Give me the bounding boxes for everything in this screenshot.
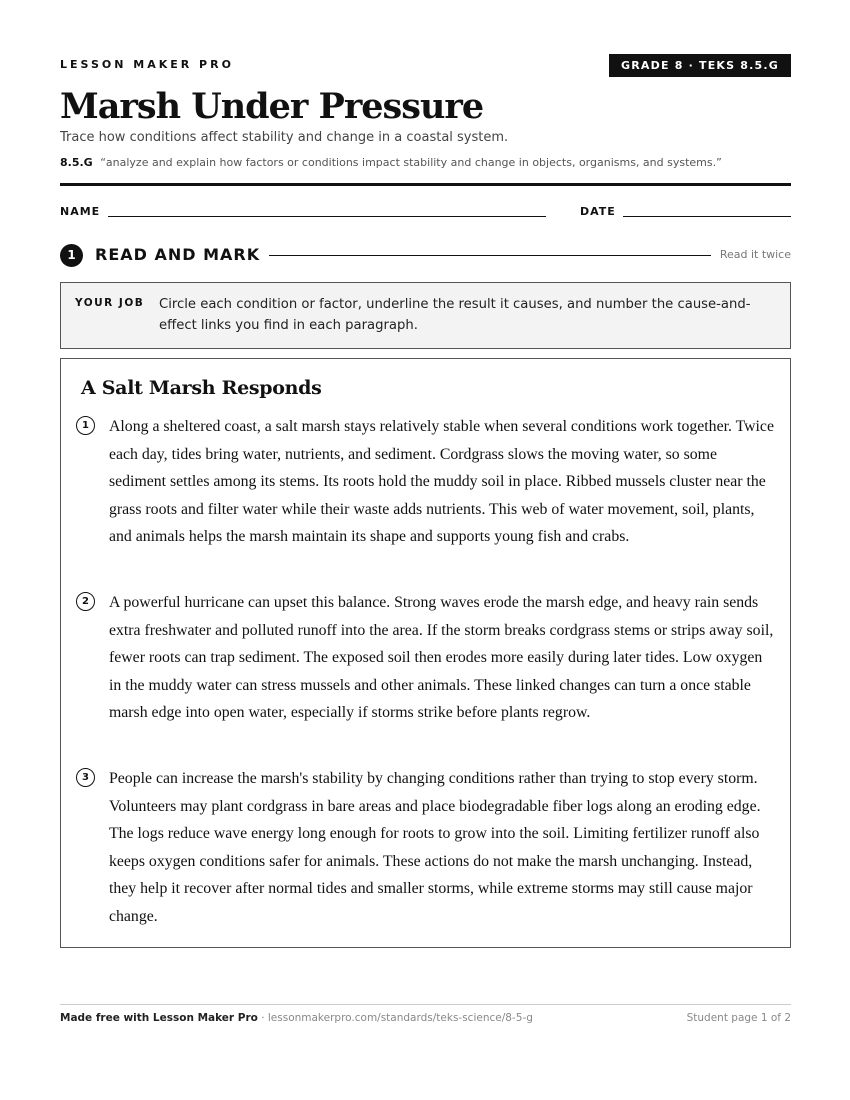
paragraph: People can increase the marsh's stability by changing conditions rather than trying to stop every storm. Volunteers may plant cordgrass in bare areas and place biodegradable fiber logs along an eroding edge. The logs reduce wave energy long enough for roots to grow into the soil. Limiting fertilizer runoff also keeps oxygen conditions safer for animals. These actions do not make the marsh unchanging. Instead, they help it recover after normal tides and smaller storms, while extreme storms may still cause major change. — [109, 770, 761, 925]
paragraph: A powerful hurricane can upset this balance. Strong waves erode the marsh edge, and heavy rain sends extra freshwater and polluted runoff into the area. If the storm breaks cordgrass stems or strips away soil, fewer roots can trap sediment. The exposed soil then erodes more easily during later tides. Low oxygen in the muddy water can stress mussels and other animals. These linked changes can turn a once stable marsh edge into open water, especially if storms strike before plants regrow. — [109, 594, 774, 721]
paragraph-number: 3 — [76, 768, 95, 787]
passage-title: A Salt Marsh Responds — [81, 377, 322, 399]
paragraph-number: 1 — [76, 416, 95, 435]
standard-code: 8.5.G — [60, 156, 93, 169]
page-title: Marsh Under Pressure — [60, 86, 484, 127]
name-label: NAME — [60, 205, 101, 218]
date-field[interactable] — [623, 216, 791, 217]
date-label: DATE — [580, 205, 616, 218]
footer-divider — [60, 1004, 791, 1005]
job-instructions: Circle each condition or factor, underline the result it causes, and number the cause-and-effect links you find in each paragraph. — [159, 297, 751, 333]
header-divider — [60, 183, 791, 186]
section-note: Read it twice — [719, 248, 791, 261]
paragraph: Along a sheltered coast, a salt marsh stays relatively stable when several conditions work together. Twice each day, tides bring water, nutrients, and sediment. Cordgrass slows the moving water, so some sediment settles among its stems. Its roots hold the muddy soil in place. Ribbed mussels cluster near the grass roots and filter water while their waste adds nutrients. This web of water movement, soil, plants, and animals helps the marsh maintain its shape and supports young fish and crabs. — [109, 418, 774, 545]
standard-text: “analyze and explain how factors or conditions impact stability and change in objects, organisms, and systems.” — [100, 156, 722, 169]
worksheet-page — [60, 0, 791, 1100]
job-label: YOUR JOB — [75, 297, 145, 309]
footer-made-with: Made free with Lesson Maker Pro — [60, 1012, 258, 1024]
job-box — [60, 282, 791, 349]
name-field[interactable] — [108, 216, 546, 217]
page-subtitle: Trace how conditions affect stability and change in a coastal system. — [60, 130, 509, 145]
section-number-badge: 1 — [60, 244, 83, 267]
standard-line — [60, 156, 722, 169]
paragraph-number: 2 — [76, 592, 95, 611]
grade-badge: GRADE 8 · TEKS 8.5.G — [609, 54, 791, 77]
passage-box — [60, 358, 791, 948]
section-divider — [269, 255, 711, 256]
footer-url[interactable]: lessonmakerpro.com/standards/teks-science/8-5-g — [267, 1012, 533, 1024]
footer-separator: · — [257, 1012, 268, 1024]
footer-page-number: Student page 1 of 2 — [686, 1012, 791, 1024]
brand-name: LESSON MAKER PRO — [60, 58, 234, 71]
section-title: READ AND MARK — [95, 245, 261, 264]
footer-credit — [60, 1012, 533, 1024]
